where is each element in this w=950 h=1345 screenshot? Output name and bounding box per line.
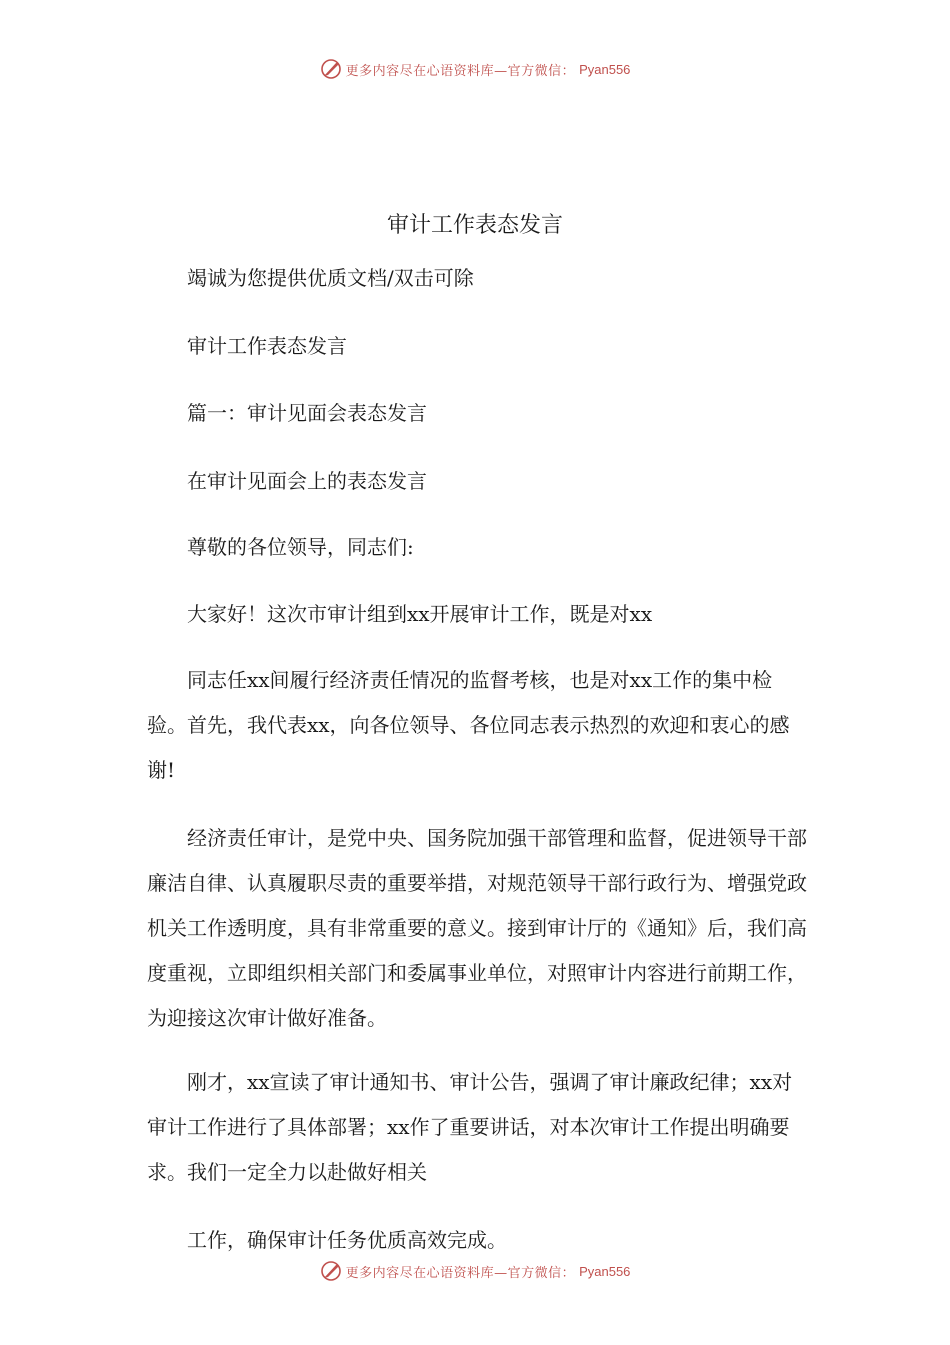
paragraph: 在审计见面会上的表态发言 bbox=[187, 469, 427, 493]
paragraph: 篇一：审计见面会表态发言 bbox=[187, 401, 427, 425]
paragraph: 竭诚为您提供优质文档/双击可除 bbox=[187, 266, 474, 290]
paragraph: 刚才，xx宣读了审计通知书、审计公告，强调了审计廉政纪律；xx对审计工作进行了具体部署；xx作了重要讲话，对本次审计工作提出明确要求。我们一定全力以赴做好相关 bbox=[147, 1070, 793, 1184]
quill-logo-icon bbox=[320, 1260, 342, 1282]
quill-logo-icon bbox=[320, 58, 342, 80]
footer-watermark bbox=[0, 1256, 950, 1286]
paragraph: 经济责任审计，是党中央、国务院加强干部管理和监督，促进领导干部廉洁自律、认真履职尽责的重要举措，对规范领导干部行政行为、增强党政机关工作透明度，具有非常重要的意义。接到审计厅的《通知》后，我们高度重视，立即组织相关部门和委属事业单位，对照审计内容进行前期工作，为迎接这次审计做好准备。 bbox=[147, 826, 807, 1030]
watermark-text: 更多内容尽在心语资料库—官方微信： bbox=[345, 1265, 576, 1281]
watermark-text: 更多内容尽在心语资料库—官方微信： bbox=[345, 63, 576, 79]
paragraph: 工作，确保审计任务优质高效完成。 bbox=[187, 1228, 507, 1252]
watermark-id: Pyan556 bbox=[579, 61, 631, 77]
paragraph: 同志任xx间履行经济责任情况的监督考核，也是对xx工作的集中检验。首先，我代表xx，向各位领导、各位同志表示热烈的欢迎和衷心的感谢! bbox=[147, 668, 790, 782]
document-title: 审计工作表态发言 bbox=[386, 213, 563, 238]
paragraph: 审计工作表态发言 bbox=[187, 334, 347, 358]
header-watermark bbox=[0, 54, 950, 84]
paragraph: 尊敬的各位领导，同志们: bbox=[187, 535, 414, 559]
watermark-id: Pyan556 bbox=[579, 1263, 631, 1279]
paragraph: 大家好！这次市审计组到xx开展审计工作，既是对xx bbox=[187, 602, 653, 626]
